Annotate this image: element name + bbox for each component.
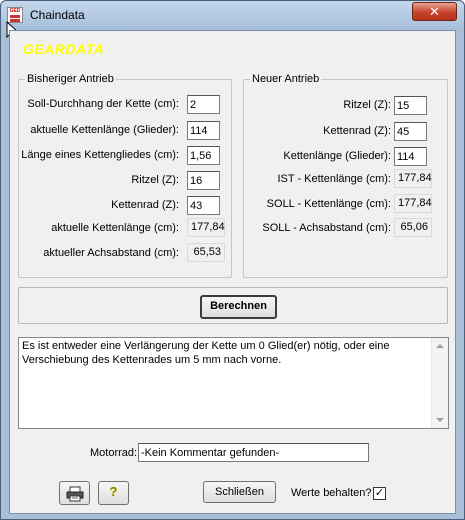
input-kettenrad-neu[interactable] bbox=[394, 122, 427, 141]
label-laenge-kettenglied: Länge eines Kettengliedes (cm): bbox=[21, 149, 179, 161]
label-soll-kettenlaenge: SOLL - Kettenlänge (cm): bbox=[266, 198, 391, 210]
label-kettenrad-alt: Kettenrad (Z): bbox=[111, 199, 179, 211]
result-scrollbar[interactable] bbox=[431, 338, 448, 428]
value-ist-kettenlaenge: 177,84 bbox=[394, 169, 432, 188]
motorrad-field[interactable] bbox=[138, 443, 369, 462]
input-laenge-kettenglied[interactable] bbox=[187, 146, 220, 165]
scroll-up-arrow-icon[interactable] bbox=[436, 344, 444, 348]
app-icon-text: GED bbox=[9, 8, 21, 14]
label-kettenrad-neu: Kettenrad (Z): bbox=[323, 125, 391, 137]
checkmark-icon: ✓ bbox=[374, 487, 385, 499]
result-text: Es ist entweder eine Verlängerung der Kette um 0 Glied(er) nötig, oder eine Verschiebung des Kettenrades um 5 mm nach vorne. bbox=[22, 340, 390, 366]
title-bar[interactable] bbox=[1, 1, 464, 28]
help-icon: ? bbox=[109, 484, 118, 499]
werte-behalten-label: Werte behalten? bbox=[291, 487, 372, 499]
label-aktuelle-kettenlaenge-glieder: aktuelle Kettenlänge (Glieder): bbox=[30, 124, 179, 136]
value-aktueller-achsabstand: 65,53 bbox=[187, 243, 225, 262]
schliessen-button[interactable]: Schließen bbox=[203, 481, 276, 503]
value-soll-kettenlaenge: 177,84 bbox=[394, 194, 432, 213]
input-soll-durchhang[interactable] bbox=[187, 95, 220, 114]
group-bisheriger-legend: Bisheriger Antrieb bbox=[27, 73, 114, 85]
input-aktuelle-kettenlaenge-glieder[interactable] bbox=[187, 121, 220, 140]
close-window-button[interactable] bbox=[412, 2, 457, 21]
group-neuer-legend: Neuer Antrieb bbox=[252, 73, 320, 85]
result-memo[interactable] bbox=[18, 337, 449, 429]
label-soll-durchhang: Soll-Durchhang der Kette (cm): bbox=[27, 98, 179, 110]
print-button[interactable] bbox=[59, 481, 90, 505]
input-kettenlaenge-neu[interactable] bbox=[394, 147, 427, 166]
input-ritzel-neu[interactable] bbox=[394, 96, 427, 115]
label-ritzel-neu: Ritzel (Z): bbox=[343, 99, 391, 111]
dialog-client bbox=[9, 30, 456, 514]
label-kettenlaenge-neu: Kettenlänge (Glieder): bbox=[283, 150, 391, 162]
label-ist-kettenlaenge: IST - Kettenlänge (cm): bbox=[277, 173, 391, 185]
printer-icon bbox=[66, 486, 84, 502]
label-ritzel-alt: Ritzel (Z): bbox=[131, 174, 179, 186]
label-soll-achsabstand: SOLL - Achsabstand (cm): bbox=[262, 222, 391, 234]
input-ritzel-alt[interactable] bbox=[187, 171, 220, 190]
geardata-logo: GEARDATA bbox=[23, 41, 105, 57]
label-aktueller-achsabstand: aktueller Achsabstand (cm): bbox=[43, 247, 179, 259]
window-title: Chaindata bbox=[30, 8, 85, 22]
value-soll-achsabstand: 65,06 bbox=[394, 218, 432, 237]
value-aktuelle-kettenlaenge-cm: 177,84 bbox=[187, 218, 225, 237]
input-kettenrad-alt[interactable] bbox=[187, 196, 220, 215]
werte-behalten-checkbox[interactable] bbox=[373, 487, 386, 500]
label-aktuelle-kettenlaenge-cm: aktuelle Kettenlänge (cm): bbox=[51, 222, 179, 234]
help-button[interactable] bbox=[98, 481, 129, 505]
berechnen-button[interactable]: Berechnen bbox=[200, 295, 277, 319]
motorrad-label: Motorrad: bbox=[90, 447, 138, 459]
scroll-down-arrow-icon[interactable] bbox=[436, 418, 444, 422]
close-icon: ✕ bbox=[429, 4, 440, 19]
